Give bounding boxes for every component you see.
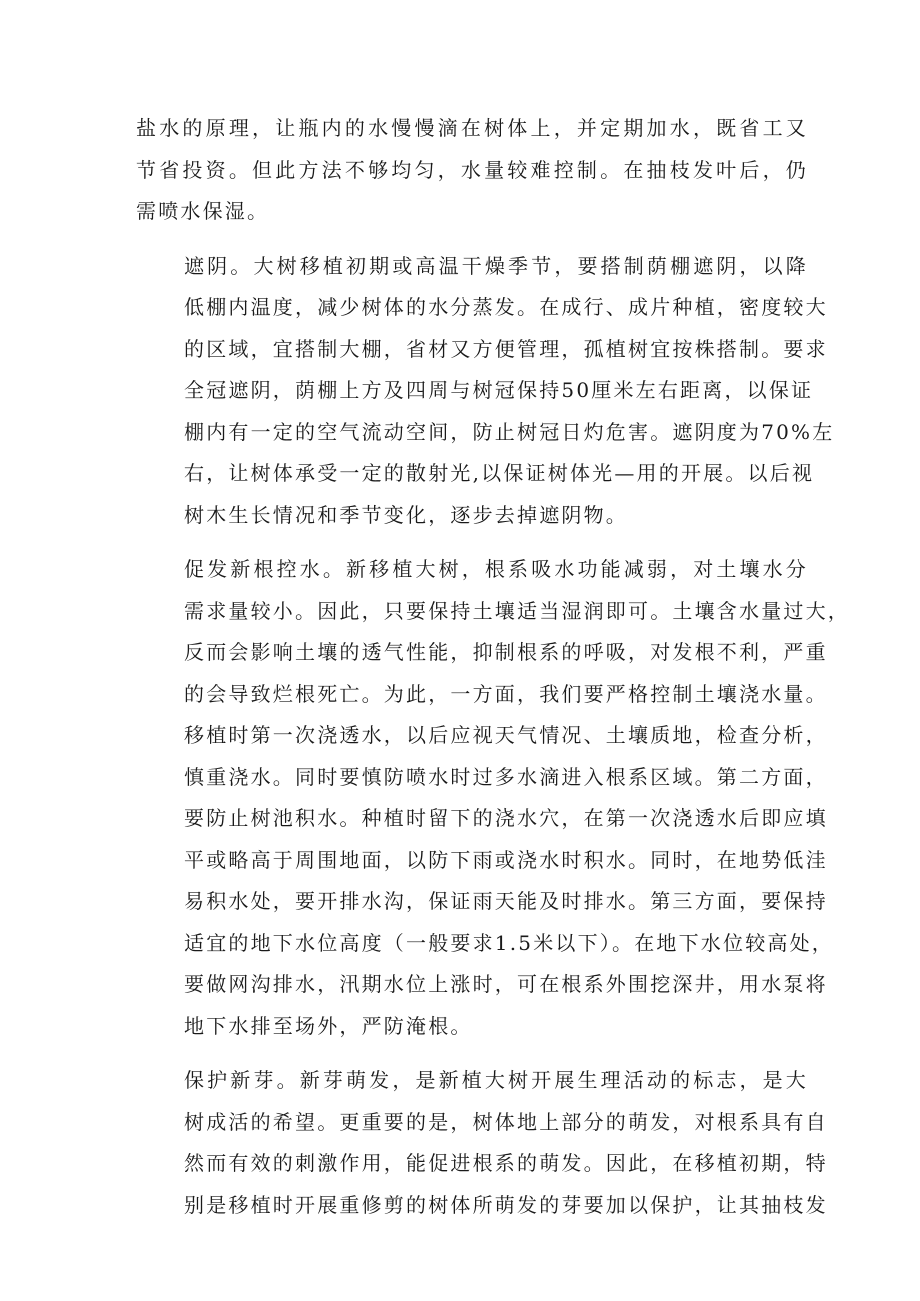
- text-line: 慎重浇水。同时要慎防喷水时过多水滴进入根系区域。第二方面，: [184, 764, 828, 789]
- text-line: 要防止树池积水。种植时留下的浇水穴，在第一次浇透水后即应填: [184, 806, 828, 830]
- text-line: 适宜的地下水位高度（一般要求1.5米以下）。在地下水位较高处，: [184, 930, 835, 955]
- text-line: 遮阴。大树移植初期或高温干燥季节，要搭制荫棚遮阴，以降: [184, 253, 808, 278]
- text-line: 易积水处，要开排水沟，保证雨天能及时排水。第三方面，要保持: [184, 889, 828, 913]
- document-page: [136, 108, 850, 1239]
- text-line: 的区域，宜搭制大棚，省材又方便管理，孤植树宜按株搭制。要求: [184, 336, 828, 361]
- text-line: 的会导致烂根死亡。为此，一方面，我们要严格控制土壤浇水量。: [184, 681, 828, 706]
- body-paragraph: [136, 549, 850, 1047]
- text-line: 平或略高于周围地面，以防下雨或浇水时积水。同时，在地势低洼: [184, 847, 828, 872]
- text-line: 保护新芽。新芽萌发，是新植大树开展生理活动的标志，是大: [184, 1068, 808, 1092]
- text-line: 地下水排至场外，严防淹根。: [184, 1013, 473, 1038]
- text-line: 需求量较小。因此，只要保持土壤适当湿润即可。土壤含水量过大，: [184, 598, 850, 623]
- text-line: 树成活的希望。更重要的是，树体地上部分的萌发，对根系具有自: [184, 1109, 828, 1134]
- text-line: 然而有效的刺激作用，能促进根系的萌发。因此，在移植初期，特: [184, 1151, 828, 1175]
- text-line: 促发新根控水。新移植大树，根系吸水功能减弱，对土壤水分: [184, 557, 808, 581]
- body-paragraph: [136, 1060, 828, 1226]
- text-line: 右，让树体承受一定的散射光,以保证树体光—用的开展。以后视: [184, 461, 815, 485]
- text-line: 需喷水保湿。: [136, 199, 270, 223]
- text-line: 节省投资。但此方法不够均匀，水量较难控制。在抽枝发叶后，仍: [136, 157, 808, 182]
- body-paragraph: [136, 108, 808, 233]
- body-paragraph: [136, 246, 835, 537]
- text-line: 树木生长情况和季节变化，逐步去掉遮阴物。: [184, 502, 628, 527]
- text-line: 移植时第一次浇透水，以后应视天气情况、土壤质地，检查分析，: [184, 723, 828, 747]
- text-line: 别是移植时开展重修剪的树体所萌发的芽要加以保护，让其抽枝发: [184, 1192, 828, 1217]
- text-line: 低棚内温度，减少树体的水分蒸发。在成行、成片种植，密度较大: [184, 295, 828, 319]
- text-line: 要做网沟排水，汛期水位上涨时，可在根系外围挖深井，用水泵将: [184, 972, 828, 996]
- text-line: 棚内有一定的空气流动空间，防止树冠日灼危害。遮阴度为70%左: [184, 419, 835, 444]
- text-line: 反而会影响土壤的透气性能，抑制根系的呼吸，对发根不利，严重: [184, 640, 828, 664]
- text-line: 盐水的原理，让瓶内的水慢慢滴在树体上，并定期加水，既省工又: [136, 116, 808, 140]
- text-line: 全冠遮阴，荫棚上方及四周与树冠保持50厘米左右距离，以保证: [184, 378, 814, 402]
